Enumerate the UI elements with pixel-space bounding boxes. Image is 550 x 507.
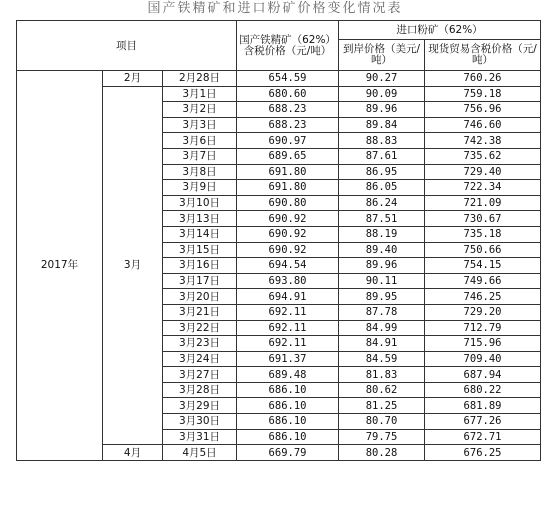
cif-price-cell: 80.70 [339,414,425,430]
date-cell: 3月7日 [163,148,237,164]
date-cell: 3月23日 [163,336,237,352]
price-table [16,20,541,461]
domestic-price-cell: 686.10 [237,398,339,414]
date-cell: 3月29日 [163,398,237,414]
cif-price-cell: 90.27 [339,71,425,87]
cif-price-cell: 80.28 [339,445,425,461]
domestic-price-cell: 686.10 [237,429,339,445]
date-cell: 3月15日 [163,242,237,258]
header-item: 项目 [17,21,237,71]
date-cell: 3月20日 [163,289,237,305]
spot-price-cell: 680.22 [425,382,541,398]
spot-price-cell: 729.40 [425,164,541,180]
cif-price-cell: 89.96 [339,258,425,274]
spot-price-cell: 749.66 [425,273,541,289]
spot-price-cell: 759.18 [425,86,541,102]
header-cif-price: 到岸价格（美元/吨） [339,40,425,71]
date-cell: 3月1日 [163,86,237,102]
domestic-price-cell: 691.37 [237,351,339,367]
domestic-price-cell: 690.92 [237,226,339,242]
spot-price-cell: 712.79 [425,320,541,336]
cif-price-cell: 89.96 [339,102,425,118]
domestic-price-cell: 694.54 [237,258,339,274]
date-cell: 3月22日 [163,320,237,336]
month-cell: 2月 [103,71,163,87]
spot-price-cell: 746.60 [425,117,541,133]
cif-price-cell: 86.24 [339,195,425,211]
date-cell: 4月5日 [163,445,237,461]
month-cell: 4月 [103,445,163,461]
domestic-price-cell: 688.23 [237,117,339,133]
cif-price-cell: 81.83 [339,367,425,383]
spot-price-cell: 681.89 [425,398,541,414]
cif-price-cell: 90.09 [339,86,425,102]
domestic-price-cell: 692.11 [237,336,339,352]
domestic-price-cell: 686.10 [237,414,339,430]
cif-price-cell: 86.95 [339,164,425,180]
spot-price-cell: 730.67 [425,211,541,227]
date-cell: 3月31日 [163,429,237,445]
spot-price-cell: 746.25 [425,289,541,305]
date-cell: 3月10日 [163,195,237,211]
domestic-price-cell: 694.91 [237,289,339,305]
spot-price-cell: 687.94 [425,367,541,383]
spot-price-cell: 676.25 [425,445,541,461]
domestic-price-cell: 691.80 [237,164,339,180]
cif-price-cell: 86.05 [339,180,425,196]
date-cell: 3月16日 [163,258,237,274]
cif-price-cell: 84.99 [339,320,425,336]
domestic-price-cell: 692.11 [237,304,339,320]
cif-price-cell: 89.95 [339,289,425,305]
table-title: 国产铁精矿和进口粉矿价格变化情况表 [147,1,403,16]
cif-price-cell: 88.83 [339,133,425,149]
domestic-price-cell: 689.65 [237,148,339,164]
date-cell: 3月28日 [163,382,237,398]
spot-price-cell: 760.26 [425,71,541,87]
header-spot-price: 现货贸易含税价格（元/吨） [425,40,541,71]
date-cell: 3月13日 [163,211,237,227]
domestic-price-cell: 690.80 [237,195,339,211]
cif-price-cell: 87.51 [339,211,425,227]
date-cell: 3月8日 [163,164,237,180]
date-cell: 3月17日 [163,273,237,289]
spot-price-cell: 756.96 [425,102,541,118]
domestic-price-cell: 689.48 [237,367,339,383]
spot-price-cell: 722.34 [425,180,541,196]
domestic-price-cell: 692.11 [237,320,339,336]
spot-price-cell: 754.15 [425,258,541,274]
date-cell: 3月9日 [163,180,237,196]
date-cell: 3月3日 [163,117,237,133]
cif-price-cell: 89.84 [339,117,425,133]
domestic-price-cell: 690.92 [237,242,339,258]
domestic-price-cell: 693.80 [237,273,339,289]
cif-price-cell: 88.19 [339,226,425,242]
date-cell: 3月21日 [163,304,237,320]
domestic-price-cell: 686.10 [237,382,339,398]
date-cell: 3月6日 [163,133,237,149]
spot-price-cell: 750.66 [425,242,541,258]
date-cell: 3月24日 [163,351,237,367]
date-cell: 3月30日 [163,414,237,430]
cif-price-cell: 87.61 [339,148,425,164]
domestic-price-cell: 691.80 [237,180,339,196]
year-cell: 2017年 [17,71,103,461]
cif-price-cell: 79.75 [339,429,425,445]
spot-price-cell: 742.38 [425,133,541,149]
cif-price-cell: 87.78 [339,304,425,320]
header-imported-ore: 进口粉矿（62%） [339,21,541,40]
cif-price-cell: 81.25 [339,398,425,414]
domestic-price-cell: 688.23 [237,102,339,118]
date-cell: 2月28日 [163,71,237,87]
date-cell: 3月27日 [163,367,237,383]
date-cell: 3月2日 [163,102,237,118]
cif-price-cell: 84.59 [339,351,425,367]
cif-price-cell: 90.11 [339,273,425,289]
domestic-price-cell: 690.92 [237,211,339,227]
cif-price-cell: 84.91 [339,336,425,352]
domestic-price-cell: 690.97 [237,133,339,149]
domestic-price-cell: 680.60 [237,86,339,102]
date-cell: 3月14日 [163,226,237,242]
domestic-price-cell: 669.79 [237,445,339,461]
cif-price-cell: 80.62 [339,382,425,398]
spot-price-cell: 729.20 [425,304,541,320]
table-body [17,71,541,461]
table-row [17,71,541,87]
domestic-price-cell: 654.59 [237,71,339,87]
spot-price-cell: 672.71 [425,429,541,445]
spot-price-cell: 735.62 [425,148,541,164]
spot-price-cell: 677.26 [425,414,541,430]
cif-price-cell: 89.40 [339,242,425,258]
spot-price-cell: 709.40 [425,351,541,367]
spot-price-cell: 715.96 [425,336,541,352]
spot-price-cell: 721.09 [425,195,541,211]
header-domestic-price: 国产铁精矿（62%）含税价格（元/吨） [237,21,339,71]
spot-price-cell: 735.18 [425,226,541,242]
month-cell: 3月 [103,86,163,445]
